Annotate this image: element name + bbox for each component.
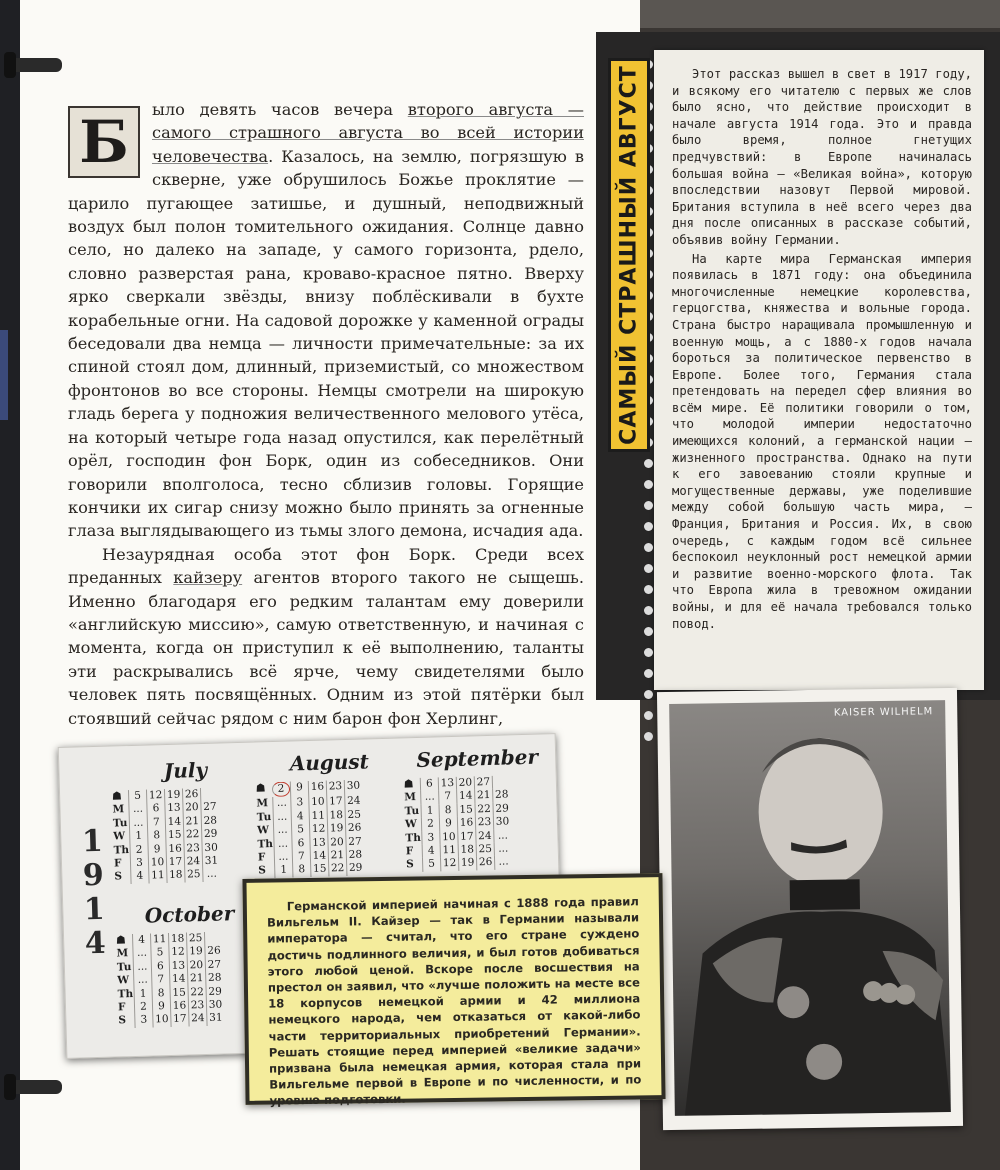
calendar-day: 28 xyxy=(492,789,510,803)
calendar-day: ... xyxy=(273,810,291,824)
calendar-year-digits xyxy=(77,825,111,962)
calendar-weekday-label: S xyxy=(258,864,267,877)
underlined-phrase: второго августа — самого страшного августа во всей истории человечества xyxy=(152,100,584,166)
calendar-year-digit: 4 xyxy=(84,925,107,962)
calendar-day: 26 xyxy=(476,856,494,870)
calendar-weekday-label: M xyxy=(116,947,129,960)
calendar-day: 16 xyxy=(457,817,475,831)
calendar-day: 14 xyxy=(165,815,183,829)
calendar-day: 15 xyxy=(165,829,183,843)
calendar-day: 4 xyxy=(130,870,148,884)
calendar-weekday-label: Tu xyxy=(256,810,272,824)
calendar-day: 25 xyxy=(184,868,202,882)
calendar-weekday-label: Th xyxy=(405,831,422,844)
calendar-weekday-label: Tu xyxy=(112,816,128,830)
calendar-weekday-label: Th xyxy=(257,837,274,851)
calendar-day: 20 xyxy=(182,801,200,815)
calendar-day: 14 xyxy=(310,850,328,864)
calendar-day: 29 xyxy=(492,802,510,816)
calendar-day: 18 xyxy=(327,809,345,823)
underlined-word: кайзеру xyxy=(173,568,243,588)
calendar-day: 21 xyxy=(187,972,205,986)
calendar-day: 23 xyxy=(183,842,201,856)
binder-accent xyxy=(0,330,8,420)
calendar-weekday-label: F xyxy=(113,857,122,870)
calendar-day: 8 xyxy=(147,829,165,843)
calendar-day: 29 xyxy=(346,862,364,876)
calendar-day: 24 xyxy=(344,795,362,809)
calendar-day: 9 xyxy=(152,1000,170,1014)
calendar-day: 1 xyxy=(133,987,151,1001)
calendar-day: 19 xyxy=(327,822,345,836)
calendar-day: 5 xyxy=(128,790,146,804)
calendar-day: 21 xyxy=(183,815,201,829)
kaiser-note xyxy=(242,873,665,1109)
calendar-weekday-label: F xyxy=(405,845,414,858)
calendar-day: 30 xyxy=(493,816,511,830)
calendar-day: 28 xyxy=(205,972,223,986)
calendar-day: 2 xyxy=(272,782,290,798)
calendar-day: 17 xyxy=(326,795,344,809)
calendar-day: 25 xyxy=(345,808,363,822)
calendar-day: 31 xyxy=(202,855,220,869)
calendar-day: 12 xyxy=(440,857,458,871)
calendar-year-digit: 1 xyxy=(81,823,104,860)
binder-clip xyxy=(8,58,62,72)
calendar-day: 10 xyxy=(439,831,457,845)
calendar-weekday-label: Th xyxy=(117,987,134,1001)
calendar-weekday-label: M xyxy=(112,803,125,816)
calendar-day: 21 xyxy=(328,849,346,863)
calendar-day: 4 xyxy=(132,934,150,948)
calendar-day: 16 xyxy=(170,1000,188,1014)
calendar-day: 16 xyxy=(165,842,183,856)
calendar-day: 12 xyxy=(309,823,327,837)
story-paragraph-1: Б ыло девять часов вечера второго августа — самого страшного августа во всей истории человечества. Казалось, на землю, погрязшую в скверне, уже обрушилось Божье проклятие — царило пугающее затишье, и душный, неподвижный воздух был полон томительного ожидания. Солнце давно село, но далеко на западе, у самого горизонта, рдело, словно разверстая рана, кроваво-красное пятно. Вверху ярко сверкали звёзды, внизу поблёскивали в бухте корабельные огни. На садовой дорожке у каменной ограды беседовали два немца — личности примечательные: за их спиной стоял дом, длинный, приземистый, со множеством фронтонов во все стороны. Немцы смотрели на широкую гладь берега у подножия величественного мелового утёса, на который четыре года назад опустился, как перелётный орёл, господин фон Борк, один из собеседников. Они говорили вполголоса, тесно сблизив головы. Горящие кончики их сигар снизу можно было принять за огненные глаза выглядывающего из тьмы злого демона, исчадия ада. xyxy=(68,100,584,541)
calendar-day: 14 xyxy=(456,790,474,804)
calendar-day: 7 xyxy=(292,850,310,864)
calendar-day: 11 xyxy=(309,809,327,823)
calendar-day: 9 xyxy=(290,781,308,797)
calendar-day: 8 xyxy=(151,987,169,1001)
calendar-day: 30 xyxy=(344,780,362,796)
kaiser-note-text: Германской империей начиная с 1888 года правил Вильгельм II. Кайзер — так в Германии называли императора — считал, что его стране суждено достичь подлинного величия, и был готов добиваться этого любой ценой. Вскоре после восшествия на престол он заявил, что «лучше положить на месте все 18 корпусов немецкой армии и 42 миллиона немецкого народа, чем отказаться от какой-либо части территориальных приобретений Германии». Решать стоящие перед империей «великие задачи» призвана была немецкая армия, которая стала при Вильгельме первой в Европе и по численности, и по уровню подготовки. xyxy=(266,894,642,1109)
calendar-day: 5 xyxy=(291,823,309,837)
calendar-weekday-label: Tu xyxy=(116,960,132,974)
calendar-day: ... xyxy=(133,974,151,988)
month-september: September ☗ 6 13 20 27 M ... 7 14 21 28 Tu 1 8 15 22 29 W 2 9 16 23 30 Th 3 10 17 24 ... F 4 11 18 25 ... S 5 12 19 26 ... xyxy=(403,744,539,871)
calendar-day: 28 xyxy=(201,814,219,828)
calendar-day: 13 xyxy=(309,836,327,850)
calendar-day xyxy=(204,932,222,946)
calendar-day: 23 xyxy=(475,816,493,830)
sidebar-banner: САМЫЙ СТРАШНЫЙ АВГУСТ xyxy=(608,58,650,452)
calendar-day: 13 xyxy=(438,777,456,791)
calendar-day: 22 xyxy=(183,828,201,842)
calendar-day: 1 xyxy=(420,804,438,818)
calendar-day: 29 xyxy=(201,828,219,842)
calendar-day: 8 xyxy=(438,804,456,818)
month-october: October ☗ 4 11 18 25 M ... 5 12 19 26 Tu ... 6 13 20 27 W ... 7 14 21 28 Th 1 8 15 22 29 F 2 9 16 23 30 S 3 10 17 24 31 xyxy=(115,901,235,1027)
month-august: August ☗ 2 9 16 23 30 M ... 3 10 17 24 Tu ... 4 11 18 25 W ... 5 12 19 26 Th ... 6 13 20 27 F ... 7 14 21 28 S 1 8 15 22 29 xyxy=(255,749,370,877)
calendar-day: 31 xyxy=(206,1012,224,1026)
calendar-day: 2 xyxy=(421,818,439,832)
calendar-day: 16 xyxy=(308,781,326,797)
calendar-day: 3 xyxy=(130,857,148,871)
calendar-day: 22 xyxy=(328,862,346,876)
calendar-day: ... xyxy=(420,791,438,805)
calendar-day: 15 xyxy=(310,863,328,877)
calendar-day: 23 xyxy=(188,999,206,1013)
calendar-day: 18 xyxy=(458,843,476,857)
calendar-day: 2 xyxy=(134,1001,152,1015)
calendar-day: 4 xyxy=(291,810,309,824)
calendar-day: 6 xyxy=(291,837,309,851)
calendar-day: 17 xyxy=(170,1013,188,1027)
background-strip xyxy=(640,0,1000,28)
calendar-day: 27 xyxy=(345,835,363,849)
calendar-day xyxy=(200,788,218,802)
calendar-day: 1 xyxy=(129,830,147,844)
calendar-day: ... xyxy=(132,947,150,961)
month-july: July ☗ 5 12 19 26 M ... 6 13 20 27 Tu ... 7 14 21 28 W 1 8 15 22 29 Th 2 9 16 23 30 F 3 10 17 24 31 S 4 11 18 25 ... xyxy=(111,756,262,884)
calendar-day: ... xyxy=(202,868,220,882)
calendar-day: 22 xyxy=(187,986,205,1000)
calendar-day: 28 xyxy=(346,849,364,863)
portrait-image xyxy=(669,700,951,1116)
calendar-day: 18 xyxy=(168,933,186,947)
drop-cap: Б xyxy=(68,106,140,178)
calendar-day: 30 xyxy=(201,841,219,855)
calendar-weekday-label: S xyxy=(405,858,414,871)
calendar-day: 6 xyxy=(420,777,438,791)
calendar-day: 26 xyxy=(182,788,200,802)
calendar-weekday-label: S xyxy=(118,1014,127,1027)
calendar-day: 25 xyxy=(476,843,494,857)
calendar-weekday-label: F xyxy=(257,851,266,864)
calendar-day: 20 xyxy=(187,959,205,973)
calendar-day: 27 xyxy=(205,958,223,972)
calendar-day: 11 xyxy=(150,933,168,947)
calendar-day: 20 xyxy=(456,776,474,790)
calendar-day: 10 xyxy=(308,796,326,810)
calendar-day: 24 xyxy=(475,830,493,844)
calendar-day: 29 xyxy=(205,985,223,999)
calendar-day: 12 xyxy=(146,789,164,803)
calendar-day: 6 xyxy=(146,802,164,816)
calendar-day: 15 xyxy=(169,986,187,1000)
calendar-day: 2 xyxy=(129,843,147,857)
calendar-day: 8 xyxy=(292,863,310,877)
portrait-silhouette xyxy=(669,700,951,1116)
calendar-weekday-label: W xyxy=(117,974,130,987)
calendar-day: 9 xyxy=(147,843,165,857)
calendar-day: 1 xyxy=(274,864,292,878)
calendar-day: 10 xyxy=(148,856,166,870)
calendar-day: 7 xyxy=(151,973,169,987)
calendar-day: 20 xyxy=(327,836,345,850)
calendar-weekday-label: Tu xyxy=(404,804,420,818)
calendar-day: ... xyxy=(274,851,292,865)
calendar-day: ... xyxy=(494,856,512,870)
calendar-day: 11 xyxy=(440,844,458,858)
calendar-day: 11 xyxy=(148,869,166,883)
calendar-day: 9 xyxy=(439,817,457,831)
calendar-day: 4 xyxy=(422,844,440,858)
sidebar-paragraph-1: Этот рассказ вышел в свет в 1917 году, и всякому его читателю с первых же слов было ясно, что действие происходит в начале августа 1914 года. Это и правда было время, полное гнетущих предчувствий: в Европе начиналась большая война — «Великая война», которую впоследствии назовут Первой мировой. Британия вступила в неё всего через два дня после описанных в рассказе событий, объявив войну Германии. xyxy=(672,67,972,247)
calendar-weekday-label: M xyxy=(256,797,269,810)
calendar-sunday-marker: ☗ xyxy=(403,778,414,791)
calendar-day: 26 xyxy=(345,822,363,836)
calendar-weekday-label: W xyxy=(256,824,270,837)
calendar-day: 17 xyxy=(166,856,184,870)
binder-clip xyxy=(8,1080,62,1094)
calendar-weekday-label: F xyxy=(117,1001,126,1014)
calendar-weekday-label: S xyxy=(114,870,123,883)
calendar-day xyxy=(492,775,510,789)
calendar-sunday-marker: ☗ xyxy=(111,790,122,803)
kaiser-photo xyxy=(657,688,963,1130)
calendar-day: 26 xyxy=(204,945,222,959)
calendar-sunday-marker: ☗ xyxy=(115,934,126,947)
sidebar-text xyxy=(672,66,972,632)
calendar-day: 15 xyxy=(456,803,474,817)
calendar-day: 19 xyxy=(164,789,182,803)
main-story-text xyxy=(68,98,584,730)
calendar-year-digit: 9 xyxy=(82,857,105,894)
calendar-day: 22 xyxy=(474,803,492,817)
calendar-day: 13 xyxy=(169,959,187,973)
calendar-day: 3 xyxy=(290,796,308,810)
calendar-day: 27 xyxy=(200,801,218,815)
calendar-day: 17 xyxy=(457,830,475,844)
calendar-sunday-marker: ☗ xyxy=(255,782,266,795)
calendar-day: 7 xyxy=(438,790,456,804)
calendar-day: 27 xyxy=(474,776,492,790)
calendar-day: 14 xyxy=(169,973,187,987)
calendar-day: 5 xyxy=(150,946,168,960)
calendar-day: 23 xyxy=(326,780,344,796)
photo-caption: KAISER WILHELM xyxy=(833,706,934,719)
binder-strip xyxy=(0,0,20,1170)
calendar-day: ... xyxy=(273,837,291,851)
calendar-day: 18 xyxy=(166,869,184,883)
calendar-day: ... xyxy=(272,797,290,811)
calendar-weekday-label: W xyxy=(113,830,126,843)
calendar-weekday-label: M xyxy=(404,791,417,804)
calendar-day: 10 xyxy=(152,1013,170,1027)
calendar-day: ... xyxy=(133,960,151,974)
calendar-day: 3 xyxy=(421,831,439,845)
story-paragraph-2: Незаурядная особа этот фон Борк. Среди всех преданных кайзеру агентов второго такого не сыщешь. Именно благодаря его редким талантам ему доверили «английскую миссию», самую ответственную, и начиная с момента, когда он приступил к её выполнению, таланты эти раскрывались всё ярче, чему свидетелями было человек пять посвящённых. Одним из этой пятёрки был стоявший сейчас рядом с ним барон фон Херлинг, xyxy=(68,544,585,728)
calendar-day: 5 xyxy=(422,858,440,872)
calendar-day: ... xyxy=(494,842,512,856)
calendar-day: ... xyxy=(128,803,146,817)
calendar-day: 12 xyxy=(168,946,186,960)
calendar-day: 19 xyxy=(186,945,204,959)
calendar-weekday-label: Th xyxy=(113,843,130,857)
calendar-day: 30 xyxy=(206,999,224,1013)
calendar-day: ... xyxy=(129,816,147,830)
calendar-day: 13 xyxy=(164,802,182,816)
calendar-day: 24 xyxy=(184,855,202,869)
calendar-day: 7 xyxy=(147,816,165,830)
calendar-day: ... xyxy=(273,824,291,838)
calendar-year-digit: 1 xyxy=(83,891,106,928)
calendar-weekday-label: W xyxy=(404,818,418,831)
calendar-day: 6 xyxy=(151,960,169,974)
calendar-day: 3 xyxy=(134,1014,152,1028)
calendar-day: 25 xyxy=(186,932,204,946)
calendar-day: 19 xyxy=(458,857,476,871)
calendar-day: 21 xyxy=(474,789,492,803)
sidebar-paragraph-2: На карте мира Германская империя появилась в 1871 году: она объединила многочисленные немецкие королевства, герцогства, княжества и вольные города. Страна быстро наращивала промышленную и военную мощь, а с 1880-х годов начала бороться за политическое первенство в Европе. Более того, Германия стала претендовать на передел сфер влияния во всём мире. Её политики говорили о том, что молодой империи недостаточно имеющихся колоний, а германской нации — жизненного пространства. Однако на пути к его завоеванию стояли крупные и могущественные державы, уже поделившие между собой большую часть мира, — Франция, Британия и Россия. Их, в свою очередь, с каждым годом всё сильнее беспокоил неуклонный рост немецкой армии и развитие военно-морского флота. Так что Европа жила в тревожном ожидании войны, и для её начала требовался только повод. xyxy=(672,251,972,631)
calendar-day: 24 xyxy=(188,1012,206,1026)
calendar-day: ... xyxy=(493,829,511,843)
